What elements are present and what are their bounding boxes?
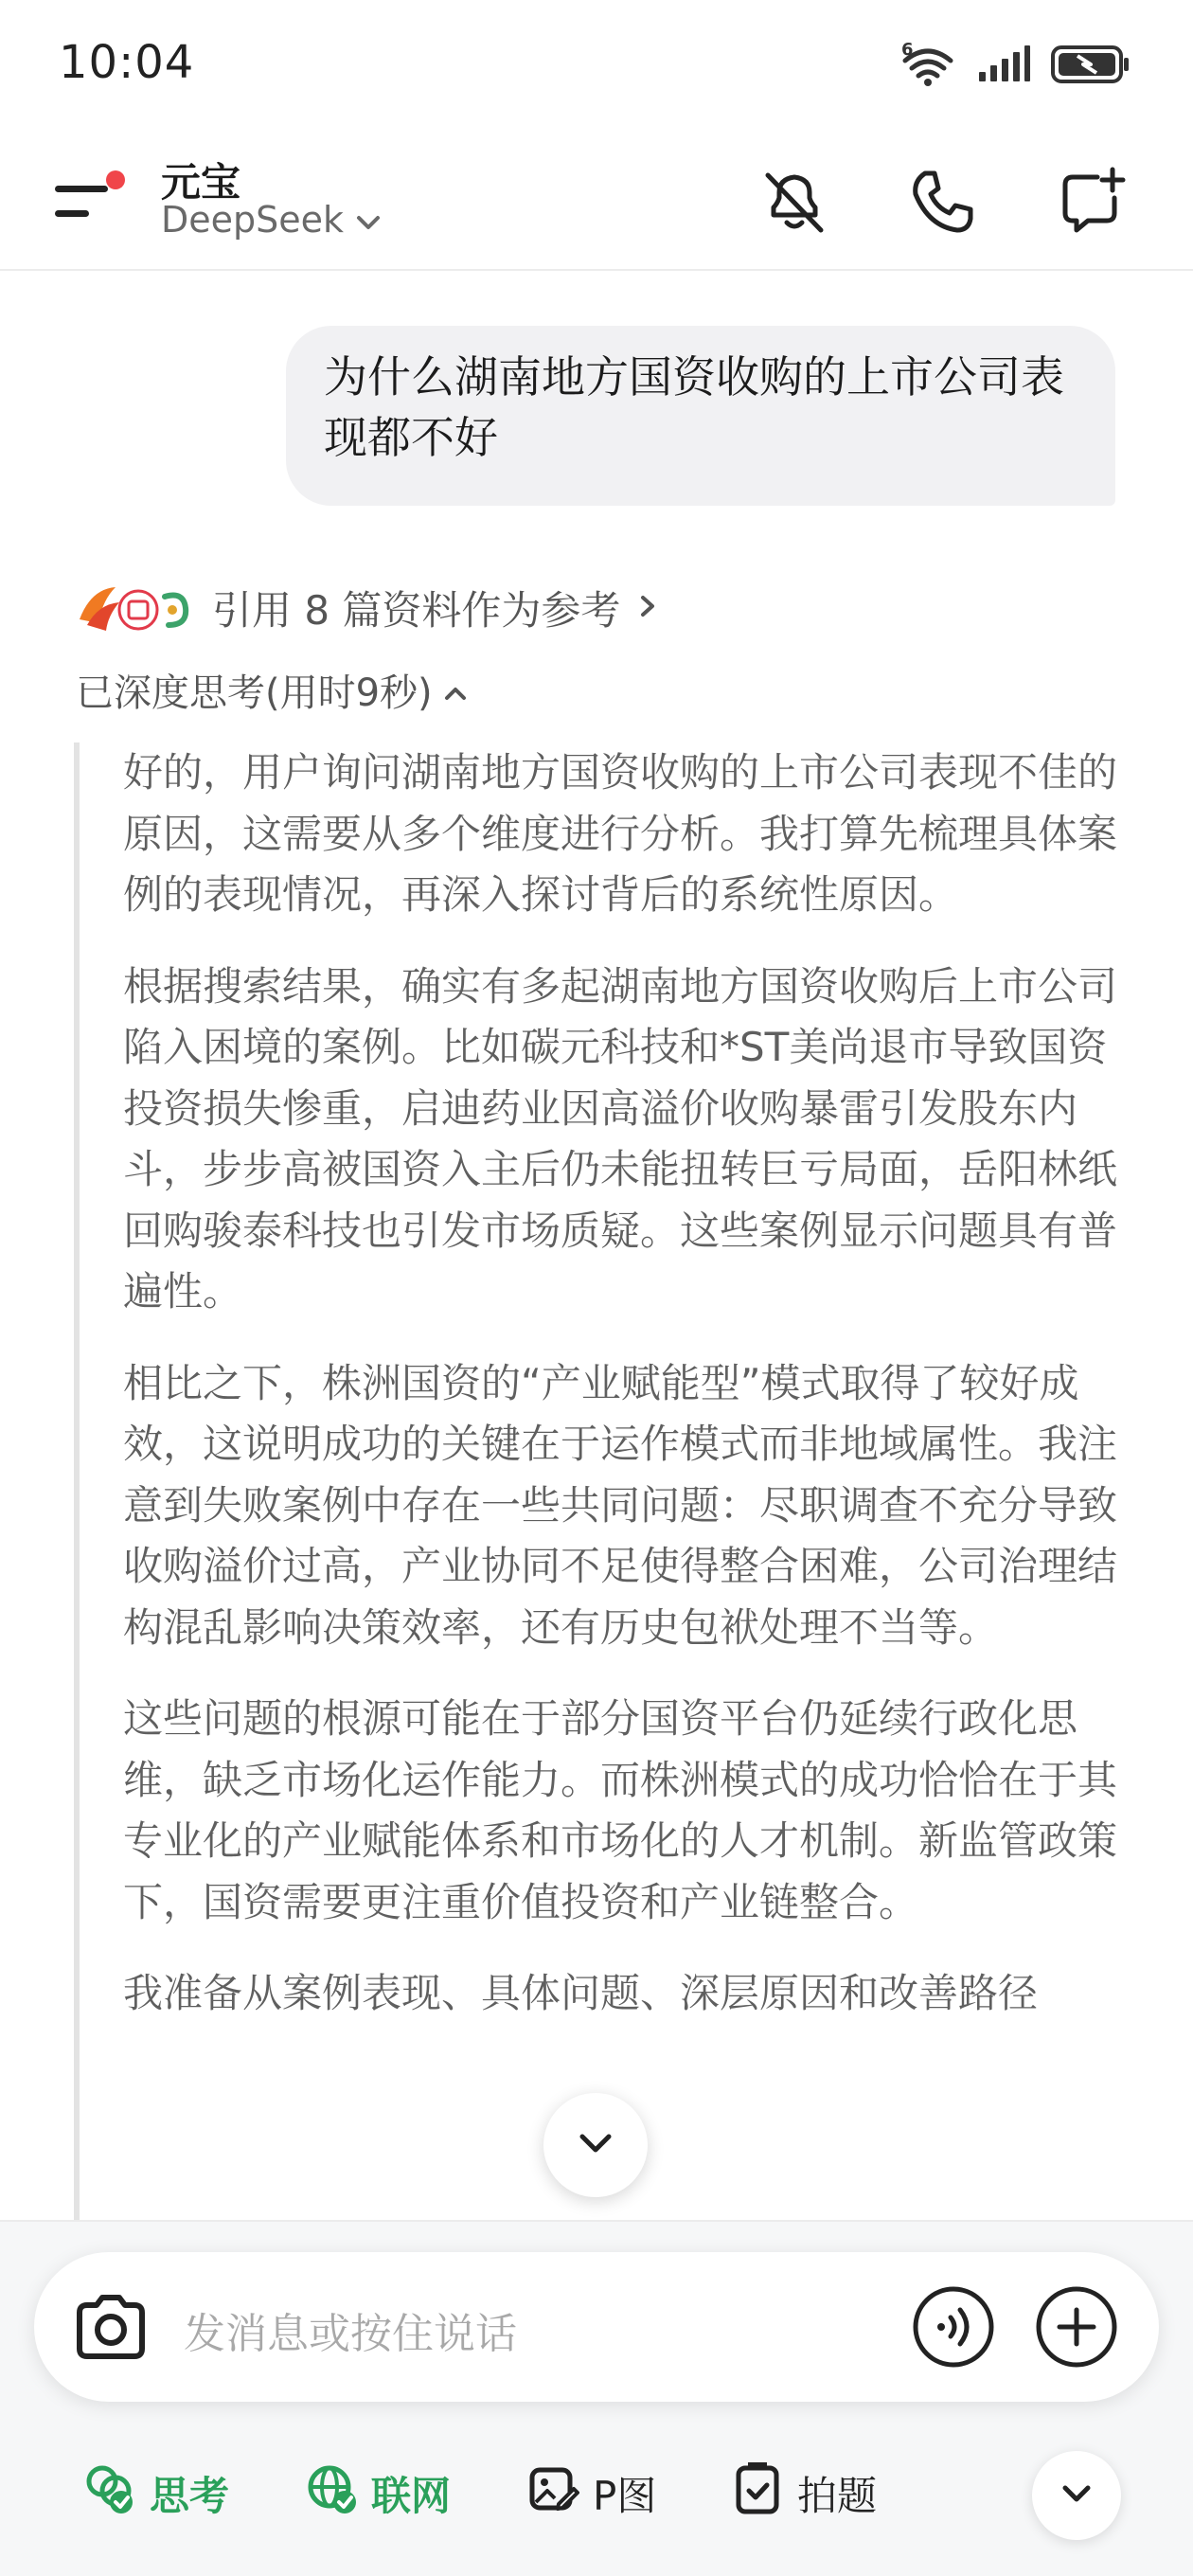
chevron-down-icon [575, 2129, 616, 2161]
thinking-paragraph: 根据搜索结果，确实有多起湖南地方国资收购后上市公司陷入困境的案例。比如碳元科技和*ST美尚退市导致国资投资损失惨重，启迪药业因高溢价收购暴雷引发股东内斗，步步高被国资入主后仍未能扭转巨亏局面，岳阳林纸回购骏泰科技也引发市场质疑。这些案例显示问题具有普遍性。 [123, 962, 1118, 1315]
thinking-paragraph: 相比之下，株洲国资的“产业赋能型”模式取得了较好成效，这说明成功的关键在于运作模式而非地域属性。我注意到失败案例中存在一些共同问题：尽职调查不充分导致收购溢价过高，产业协同不足使得整合困难，公司治理结构混乱影响决策效率，还有历史包袱处理不当等。 [123, 1359, 1118, 1651]
phone-icon [906, 166, 978, 242]
chevron-down-icon [1058, 2481, 1095, 2510]
user-message-bubble: 为什么湖南地方国资收购的上市公司表现都不好 [286, 326, 1115, 506]
model-name: DeepSeek [161, 199, 345, 241]
new-chat-button[interactable] [1049, 161, 1134, 246]
tool-think[interactable] [83, 2460, 229, 2527]
photo-question-icon [731, 2462, 784, 2525]
add-attachment-button[interactable] [1034, 2284, 1119, 2370]
references-text: 引用 8 篇资料作为参考 [212, 587, 621, 634]
tool-image-edit[interactable] [526, 2460, 656, 2527]
new-chat-icon [1056, 166, 1128, 242]
notification-dot [106, 170, 125, 189]
tool-photo-question[interactable] [731, 2460, 877, 2527]
composer-toolbar [0, 2447, 1193, 2542]
chevron-down-icon [355, 199, 382, 241]
call-button[interactable] [899, 161, 985, 246]
tool-web-search[interactable] [305, 2460, 451, 2527]
mute-button[interactable] [752, 161, 837, 246]
voice-input-button[interactable] [911, 2284, 996, 2370]
chevron-up-icon [442, 669, 469, 712]
tool-label: 联网 [371, 2473, 452, 2519]
thinking-status: 已深度思考(用时9秒) [76, 671, 433, 715]
tool-label: 思考 [150, 2473, 230, 2519]
signal-icon [977, 45, 1030, 87]
battery-charging-icon [1051, 45, 1131, 88]
message-input-box[interactable] [34, 2252, 1159, 2402]
wifi-6-label: 6 [901, 40, 914, 60]
chat-header [0, 133, 1193, 271]
source-logos-icon [74, 581, 195, 635]
tool-label: P图 [593, 2473, 657, 2519]
mute-icon [758, 166, 830, 242]
message-input[interactable]: 发消息或按住说话 [184, 2310, 517, 2358]
status-time: 10:04 [59, 36, 195, 89]
wifi-6-icon [899, 40, 956, 87]
chevron-right-icon [637, 592, 658, 624]
status-icons [899, 42, 1131, 91]
status-bar [0, 0, 1193, 133]
thinking-paragraph: 我准备从案例表现、具体问题、深层原因和改善路径 [123, 1970, 1039, 2016]
references-link[interactable] [74, 578, 658, 638]
app-title: 元宝 [161, 159, 241, 206]
tool-label: 拍题 [797, 2473, 878, 2519]
camera-icon[interactable] [70, 2286, 151, 2368]
menu-button[interactable] [53, 170, 127, 231]
thinking-content [74, 742, 1125, 2220]
thinking-paragraph: 这些问题的根源可能在于部分国资平台仍延续行政化思维，缺乏市场化运作能力。而株洲模式的成功恰恰在于其专业化的产业赋能体系和市场化的人才机制。新监管政策下，国资需要更注重价值投资和产业链整合。 [123, 1695, 1118, 1925]
thinking-paragraph: 好的，用户询问湖南地方国资收购的上市公司表现不佳的原因，这需要从多个维度进行分析。我打算先梳理具体案例的表现情况，再深入探讨背后的系统性原因。 [123, 749, 1118, 918]
collapse-toolbar-button[interactable] [1032, 2451, 1121, 2540]
scroll-to-bottom-button[interactable] [543, 2093, 648, 2197]
model-selector[interactable] [161, 199, 382, 241]
think-icon [83, 2462, 136, 2525]
web-search-icon [305, 2462, 358, 2525]
thinking-toggle[interactable] [76, 663, 469, 717]
composer-area [0, 2220, 1193, 2576]
image-edit-icon [526, 2462, 579, 2525]
